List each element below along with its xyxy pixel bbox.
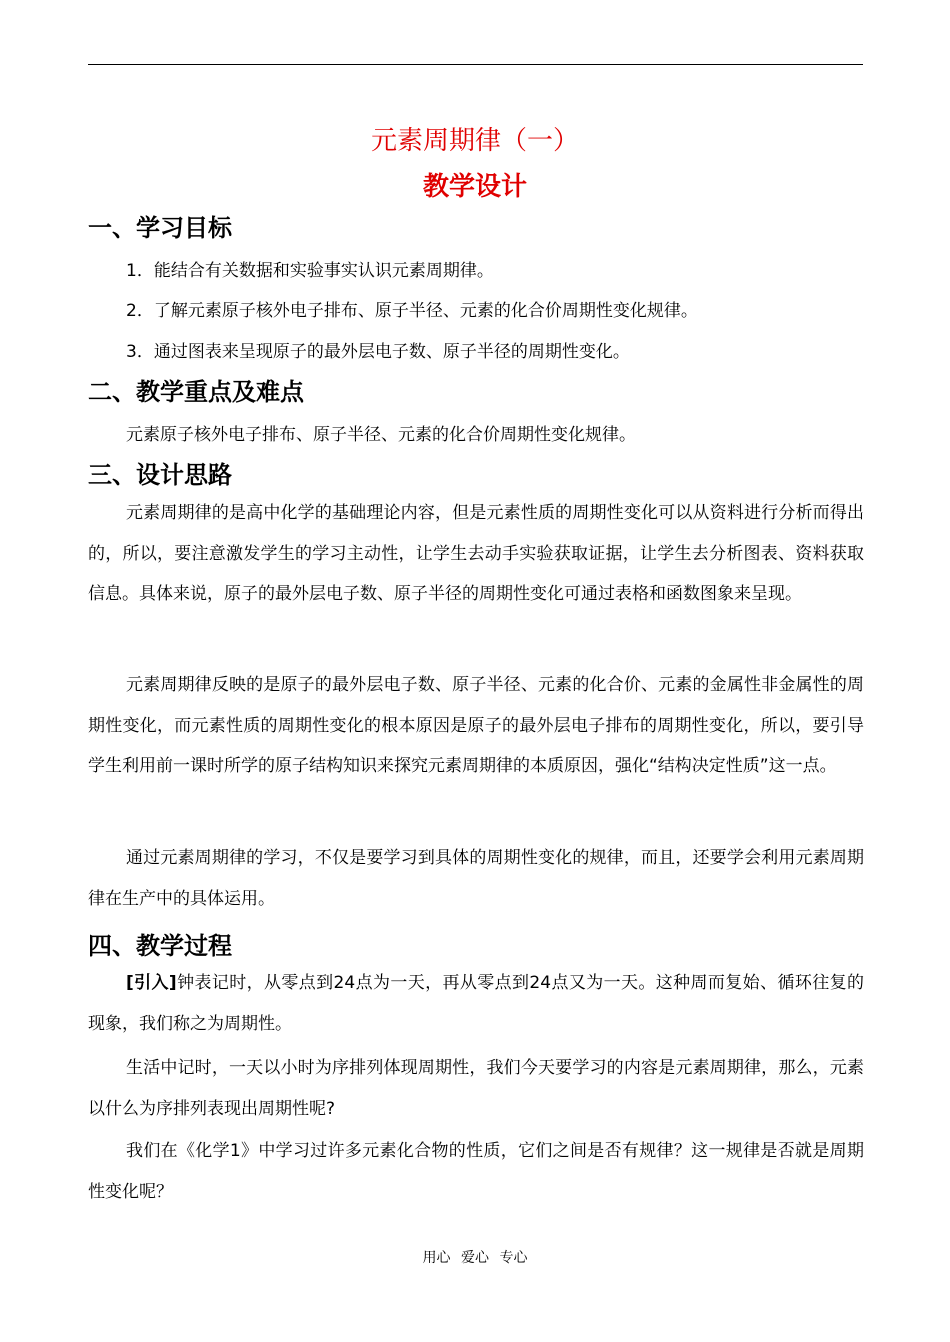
process-paragraph: 生活中记时，一天以小时为序排列体现周期性，我们今天要学习的内容是元素周期律，那么，元素以什么为序排列表现出周期性呢?: [88, 1058, 864, 1119]
document-title: 元素周期律（一）: [370, 126, 579, 156]
process-paragraph: 我们在《化学1》中学习过许多元素化合物的性质，它们之间是否有规律？这一规律是否就是周期性变化呢？: [88, 1141, 864, 1202]
design-paragraph: 通过元素周期律的学习，不仅是要学习到具体的周期性变化的规律，而且，还要学会利用元素周期律在生产中的具体运用。: [88, 848, 864, 909]
section-heading-design: 三、设计思路: [88, 461, 232, 489]
objective-item: 3．通过图表来呈现原子的最外层电子数、原子半径的周期性变化。: [126, 342, 630, 362]
section-heading-key-points: 二、教学重点及难点: [88, 378, 304, 406]
intro-text: 钟表记时，从零点到24点为一天，再从零点到24点又为一天。这种周而复始、循环往复的现象，我们称之为周期性。: [88, 973, 864, 1034]
design-paragraph: 元素周期律反映的是原子的最外层电子数、原子半径、元素的化合价、元素的金属性非金属性的周期性变化，而元素性质的周期性变化的根本原因是原子的最外层电子排布的周期性变化，所以，要引导学生利用前一课时所学的原子结构知识来探究元素周期律的本质原因，强化“结构决定性质”这一点。: [88, 675, 864, 776]
header-rule: [88, 64, 863, 65]
key-points-text: 元素原子核外电子排布、原子半径、元素的化合价周期性变化规律。: [126, 425, 636, 445]
objective-item: 1．能结合有关数据和实验事实认识元素周期律。: [126, 261, 494, 281]
section-heading-objectives: 一、学习目标: [88, 214, 232, 242]
objective-item: 2．了解元素原子核外电子排布、原子半径、元素的化合价周期性变化规律。: [126, 301, 698, 321]
document-subtitle: 教学设计: [422, 172, 527, 202]
page-footer: 用心 爱心 专心: [422, 1250, 528, 1266]
design-paragraph: 元素周期律的是高中化学的基础理论内容，但是元素性质的周期性变化可以从资料进行分析而得出的，所以，要注意激发学生的学习主动性，让学生去动手实验获取证据，让学生去分析图表、资料获取信息。具体来说，原子的最外层电子数、原子半径的周期性变化可通过表格和函数图象来呈现。: [88, 503, 864, 604]
process-paragraph: [88, 963, 864, 1044]
intro-tag: [引入]: [126, 973, 177, 993]
section-heading-process: 四、教学过程: [88, 932, 232, 960]
